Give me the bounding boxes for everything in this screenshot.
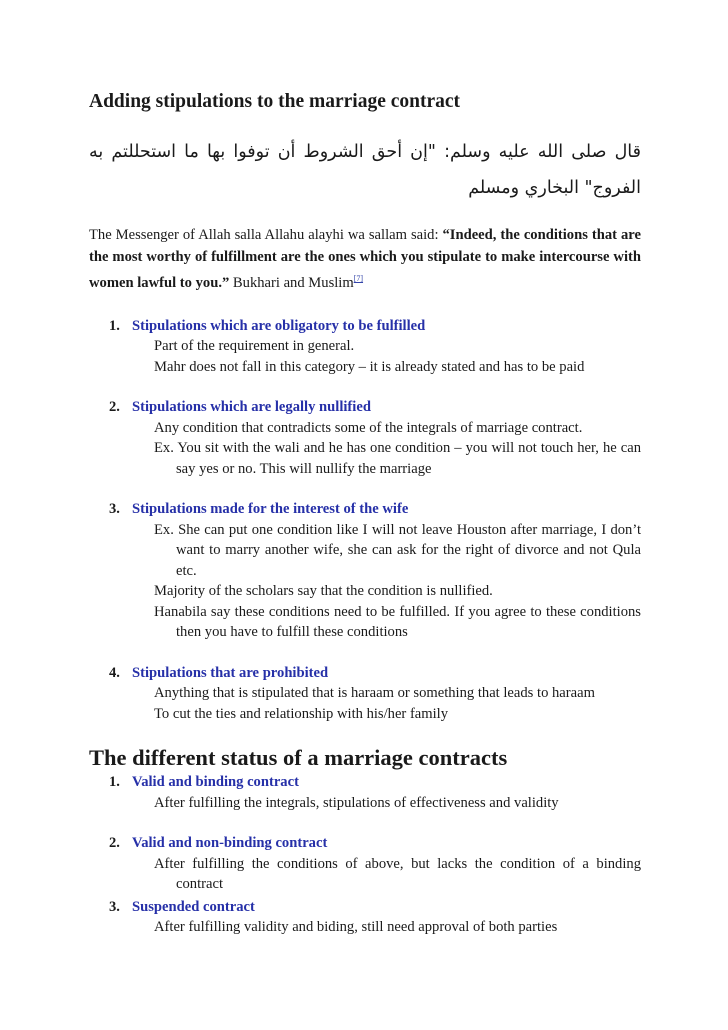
list-item-details — [132, 418, 641, 480]
arabic-hadith: قال صلى الله عليه وسلم: "إن أحق الشروط أن توفوا بها ما استحللتم به الفروج" البخاري ومسلم — [89, 142, 641, 198]
list-item-title: Valid and non-binding contract — [132, 835, 328, 852]
hadith-translation — [89, 224, 641, 294]
list-number: 3. — [109, 898, 120, 915]
list-number: 2. — [109, 835, 120, 852]
list-item-title: Valid and binding contract — [132, 774, 299, 791]
list-item-details — [132, 520, 641, 643]
list-item-details — [132, 854, 641, 895]
detail-line: Part of the requirement in general. — [154, 338, 355, 355]
list-item-title: Stipulations which are obligatory to be fulfilled — [132, 317, 426, 334]
list-item-title: Stipulations made for the interest of the wife — [132, 501, 409, 518]
list-item — [89, 833, 641, 895]
hadith-quote: “Indeed, the conditions that are the most worthy of fulfillment are the ones which you stipulate to make intercourse with women lawful to you.” — [89, 227, 641, 291]
document-content — [89, 90, 641, 938]
list-number: 3. — [109, 501, 120, 518]
detail-line: After fulfilling the conditions of above, but lacks the condition of a binding contract — [154, 855, 641, 893]
list-item — [89, 397, 641, 479]
section-title-stipulations: Adding stipulations to the marriage contract — [89, 91, 461, 112]
list-item — [89, 663, 641, 725]
list-item-details — [132, 683, 641, 724]
footnote-link[interactable]: [7] — [353, 274, 364, 283]
list-number: 1. — [109, 774, 120, 791]
list-item-title: Suspended contract — [132, 898, 255, 915]
detail-line: Mahr does not fall in this category – it is already stated and has to be paid — [154, 358, 585, 375]
detail-line: Hanabila say these conditions need to be fulfilled. If you agree to these conditions then you have to fulfill these conditions — [154, 603, 641, 641]
list-number: 4. — [109, 664, 120, 681]
detail-line: Ex. She can put one condition like I will not leave Houston after marriage, I don’t want to marry another wife, she can ask for the right of divorce and not Qula etc. — [154, 521, 641, 579]
stipulations-list — [89, 316, 641, 725]
section-title-contract-status: The different status of a marriage contracts — [89, 745, 508, 771]
list-item-details — [132, 917, 641, 938]
list-item — [89, 897, 641, 938]
list-item-details — [132, 336, 641, 377]
hadith-intro: The Messenger of Allah salla Allahu alayhi wa sallam said: — [89, 227, 443, 243]
detail-line: Anything that is stipulated that is haraam or something that leads to haraam — [154, 685, 595, 702]
detail-line: Ex. You sit with the wali and he has one condition – you will not touch her, he can say yes or no. This will nullify the marriage — [154, 440, 641, 477]
list-item — [89, 499, 641, 643]
list-item — [89, 772, 641, 813]
list-number: 2. — [109, 399, 120, 416]
hadith-source: Bukhari and Muslim — [229, 274, 354, 291]
detail-line: Any condition that contradicts some of the integrals of marriage contract. — [154, 419, 583, 436]
contract-status-list — [89, 772, 641, 938]
detail-line: After fulfilling validity and biding, still need approval of both parties — [154, 919, 558, 936]
list-item-title: Stipulations that are prohibited — [132, 664, 329, 681]
list-item-details — [132, 793, 641, 814]
detail-line: To cut the ties and relationship with his/her family — [154, 705, 449, 722]
list-number: 1. — [109, 317, 120, 334]
list-item-title: Stipulations which are legally nullified — [132, 399, 371, 416]
detail-line: Majority of the scholars say that the condition is nullified. — [154, 583, 493, 600]
list-item — [89, 316, 641, 378]
detail-line: After fulfilling the integrals, stipulations of effectiveness and validity — [154, 794, 559, 811]
